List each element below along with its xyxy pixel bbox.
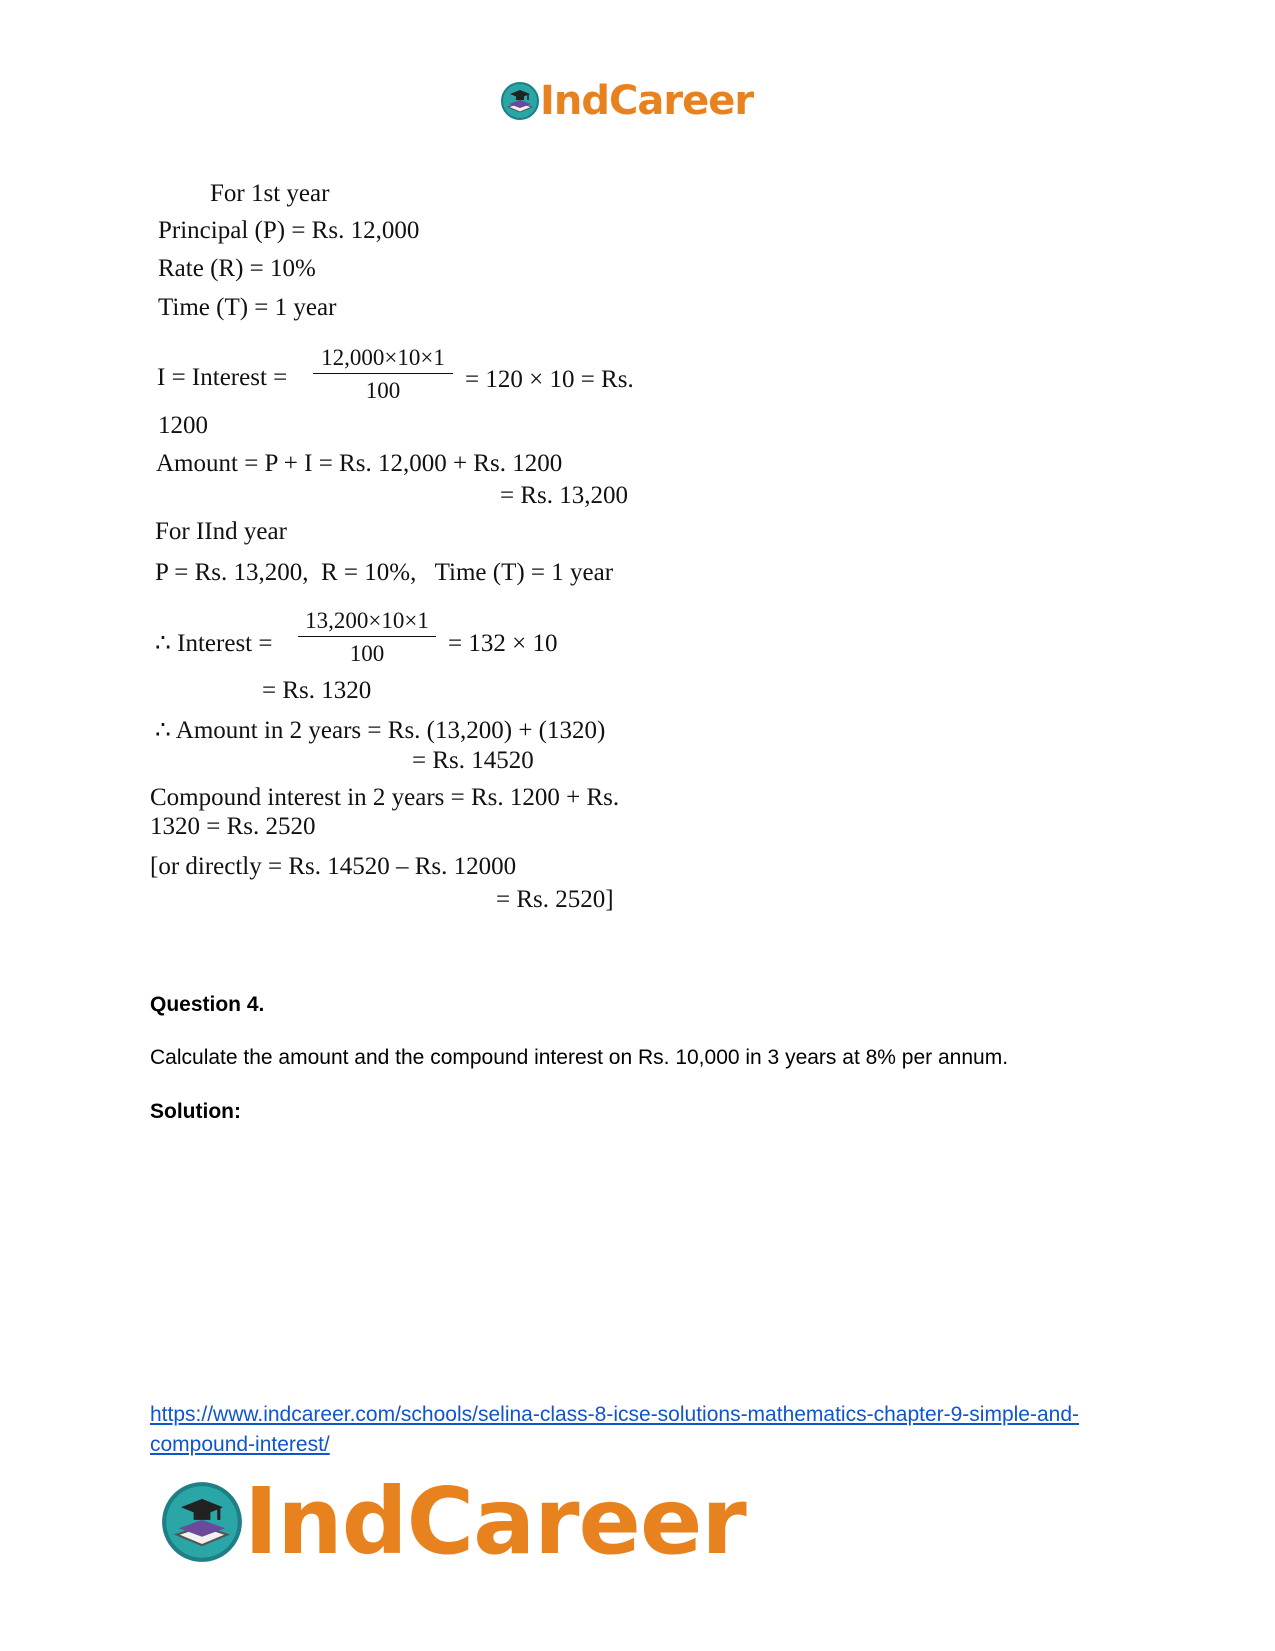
interest1-numerator: 12,000×10×1 (313, 345, 453, 374)
graduation-cap-book-icon (160, 1480, 244, 1564)
source-link[interactable]: https://www.indcareer.com/schools/selina-class-8-icse-solutions-mathematics-chapter-9-simple-and-compound-interest/ (150, 1403, 1080, 1456)
header-logo (500, 78, 753, 124)
first-year-heading: For 1st year (210, 180, 330, 207)
ci-line-1: Compound interest in 2 years = Rs. 1200 + Rs. (150, 784, 620, 811)
direct-line-1: [or directly = Rs. 14520 – Rs. 12000 (150, 853, 517, 880)
direct-line-2: = Rs. 2520] (496, 886, 614, 913)
second-year-heading: For IInd year (155, 518, 287, 545)
question-text: Calculate the amount and the compound interest on Rs. 10,000 in 3 years at 8% per annum. (150, 1046, 1009, 1069)
interest1-denominator: 100 (365, 378, 401, 403)
interest1-value: 1200 (158, 412, 208, 439)
interest2-denominator: 100 (349, 641, 385, 666)
interest1-rhs: = 120 × 10 = Rs. (465, 366, 634, 393)
interest2-rhs: = 132 × 10 (448, 630, 558, 657)
interest1-lhs: I = Interest = (157, 364, 288, 391)
amount1-result: = Rs. 13,200 (500, 482, 629, 509)
second-year-params: P = Rs. 13,200, R = 10%, Time (T) = 1 year (155, 559, 614, 586)
interest2-numerator: 13,200×10×1 (298, 608, 436, 637)
question-label: Question 4. (150, 993, 265, 1016)
solution-label: Solution: (150, 1100, 241, 1123)
interest2-lhs: ∴ Interest = (155, 630, 273, 657)
footer-logo (160, 1468, 746, 1575)
ci-line-2: 1320 = Rs. 2520 (150, 813, 316, 840)
brand-name: IndCareer (244, 1468, 746, 1575)
time-line: Time (T) = 1 year (158, 294, 337, 321)
amount2-result: = Rs. 14520 (412, 747, 534, 774)
solution-steps (150, 180, 710, 960)
rate-line: Rate (R) = 10% (158, 255, 316, 282)
interest2-result: = Rs. 1320 (262, 677, 372, 704)
interest1-fraction (313, 345, 453, 404)
brand-name: IndCareer (540, 78, 754, 124)
graduation-cap-book-icon (500, 81, 540, 121)
amount1-line: Amount = P + I = Rs. 12,000 + Rs. 1200 (156, 450, 563, 477)
amount2-line: ∴ Amount in 2 years = Rs. (13,200) + (1320) (155, 717, 606, 744)
principal-line: Principal (P) = Rs. 12,000 (158, 217, 420, 244)
interest2-fraction (298, 608, 436, 667)
